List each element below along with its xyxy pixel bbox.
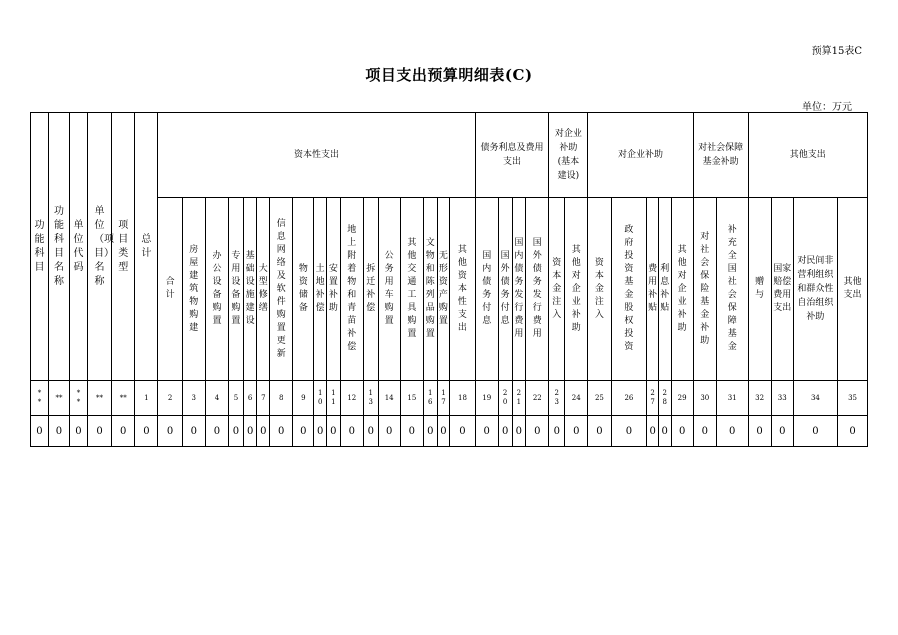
value-cell: 0 <box>31 416 49 447</box>
header-row-groups <box>31 113 868 198</box>
value-cell: 0 <box>838 416 868 447</box>
header-cell: 项目类型 <box>112 113 135 381</box>
code-cell: 15 <box>400 381 423 416</box>
header-cell: 国家赔偿费用支出 <box>771 198 793 381</box>
value-cell: 0 <box>611 416 647 447</box>
budget-table <box>30 112 868 447</box>
header-cell: 大型修缮 <box>257 198 270 381</box>
header-cell: 资本金注入 <box>588 198 611 381</box>
value-cell: 0 <box>498 416 512 447</box>
header-cell: 基础设施建设 <box>243 198 257 381</box>
header-cell: 单位（项目）名称 <box>87 113 111 381</box>
code-cell: 1 <box>135 381 158 416</box>
value-cell: 0 <box>526 416 549 447</box>
value-cell: 0 <box>716 416 748 447</box>
value-cell: 0 <box>182 416 205 447</box>
code-cell: 35 <box>838 381 868 416</box>
form-code: 预算15表C <box>811 46 862 57</box>
code-cell: 8 <box>270 381 293 416</box>
header-cell: 办公设备购置 <box>205 198 228 381</box>
code-cell: 33 <box>771 381 793 416</box>
code-cell: 34 <box>793 381 837 416</box>
code-cell: 27 <box>647 381 659 416</box>
code-cell: 5 <box>229 381 244 416</box>
value-cell: 0 <box>647 416 659 447</box>
value-cell: 0 <box>475 416 498 447</box>
header-cell: 其他交通工具购置 <box>400 198 423 381</box>
header-cell: 功能科目 <box>31 113 49 381</box>
group-other: 其他支出 <box>748 113 867 198</box>
value-cell: 0 <box>512 416 526 447</box>
header-cell: 信息网络及软件购置更新 <box>270 198 293 381</box>
value-cell: 0 <box>378 416 400 447</box>
header-cell: 对民间非营利组织和群众性自治组织补助 <box>793 198 837 381</box>
header-cell: 公务用车购置 <box>378 198 400 381</box>
value-cell: 0 <box>437 416 450 447</box>
value-cell: 0 <box>327 416 341 447</box>
header-cell: 无形资产购置 <box>437 198 450 381</box>
value-cell: 0 <box>588 416 611 447</box>
code-cell: 22 <box>526 381 549 416</box>
code-cell: 14 <box>378 381 400 416</box>
code-cell: 11 <box>327 381 341 416</box>
code-cell: ** <box>87 381 111 416</box>
header-cell: 费用补贴 <box>647 198 659 381</box>
code-cell: 3 <box>182 381 205 416</box>
value-cell: 0 <box>112 416 135 447</box>
header-cell: 资本金注入 <box>549 198 565 381</box>
code-cell: ** <box>69 381 87 416</box>
header-cell: 补充全国社会保障基金 <box>716 198 748 381</box>
header-cell: 功能科目名称 <box>48 113 69 381</box>
value-cell: 0 <box>363 416 378 447</box>
header-cell: 土地补偿 <box>314 198 327 381</box>
code-cell: 23 <box>549 381 565 416</box>
code-cell: 24 <box>565 381 588 416</box>
code-cell: 28 <box>658 381 671 416</box>
header-cell: 其他对企业补助 <box>565 198 588 381</box>
header-cell: 国外债务付息 <box>498 198 512 381</box>
value-cell: 0 <box>135 416 158 447</box>
header-cell: 总计 <box>135 113 158 381</box>
value-cell: 0 <box>658 416 671 447</box>
header-cell: 地上附着物和青苗补偿 <box>340 198 363 381</box>
code-cell: 19 <box>475 381 498 416</box>
value-cell: 0 <box>205 416 228 447</box>
value-cell: 0 <box>771 416 793 447</box>
header-cell: 拆迁补偿 <box>363 198 378 381</box>
group-subsidy-infra: 对企业补助(基本建设) <box>549 113 588 198</box>
value-cell: 0 <box>87 416 111 447</box>
group-subsidy: 对企业补助 <box>588 113 693 198</box>
header-cell: 文物和陈列品购置 <box>423 198 437 381</box>
code-cell: 32 <box>748 381 771 416</box>
value-cell: 0 <box>229 416 244 447</box>
code-cell: 17 <box>437 381 450 416</box>
code-cell: 26 <box>611 381 647 416</box>
group-debt: 债务利息及费用支出 <box>475 113 549 198</box>
header-cell: 对社会保险基金补助 <box>693 198 716 381</box>
code-cell: ** <box>48 381 69 416</box>
value-cell: 0 <box>423 416 437 447</box>
header-cell: 其他对企业补助 <box>671 198 693 381</box>
code-cell: ** <box>31 381 49 416</box>
code-cell: 20 <box>498 381 512 416</box>
code-cell: 7 <box>257 381 270 416</box>
code-cell: 12 <box>340 381 363 416</box>
value-cell: 0 <box>693 416 716 447</box>
code-cell: 16 <box>423 381 437 416</box>
value-cell: 0 <box>270 416 293 447</box>
unit-label: 单位：万元 <box>802 102 852 113</box>
code-cell: 13 <box>363 381 378 416</box>
code-cell: 6 <box>243 381 257 416</box>
code-cell: 10 <box>314 381 327 416</box>
value-cell: 0 <box>293 416 314 447</box>
value-cell: 0 <box>48 416 69 447</box>
header-cell: 国内债务付息 <box>475 198 498 381</box>
code-cell: 31 <box>716 381 748 416</box>
value-cell: 0 <box>549 416 565 447</box>
code-cell: 2 <box>158 381 182 416</box>
value-cell: 0 <box>257 416 270 447</box>
header-cell: 物资储备 <box>293 198 314 381</box>
table-row <box>31 416 868 447</box>
header-cell: 其他支出 <box>838 198 868 381</box>
header-cell: 合计 <box>158 198 182 381</box>
value-cell: 0 <box>793 416 837 447</box>
code-cell: 21 <box>512 381 526 416</box>
value-cell: 0 <box>671 416 693 447</box>
value-cell: 0 <box>314 416 327 447</box>
header-cell: 国内债务发行费用 <box>512 198 526 381</box>
header-cell: 安置补助 <box>327 198 341 381</box>
code-row <box>31 381 868 416</box>
header-cell: 其他资本性支出 <box>450 198 475 381</box>
value-cell: 0 <box>748 416 771 447</box>
value-cell: 0 <box>565 416 588 447</box>
header-cell: 赠与 <box>748 198 771 381</box>
code-cell: 4 <box>205 381 228 416</box>
value-cell: 0 <box>450 416 475 447</box>
value-cell: 0 <box>158 416 182 447</box>
value-cell: 0 <box>400 416 423 447</box>
code-cell: 18 <box>450 381 475 416</box>
header-cell: 房屋建筑物购建 <box>182 198 205 381</box>
header-cell: 政府投资基金股权投资 <box>611 198 647 381</box>
code-cell: 30 <box>693 381 716 416</box>
group-social: 对社会保障基金补助 <box>693 113 748 198</box>
header-cell: 单位代码 <box>69 113 87 381</box>
header-cell: 国外债务发行费用 <box>526 198 549 381</box>
header-cell: 专用设备购置 <box>229 198 244 381</box>
value-cell: 0 <box>340 416 363 447</box>
header-cell: 利息补贴 <box>658 198 671 381</box>
page-title: 项目支出预算明细表(C) <box>365 66 533 84</box>
code-cell: 25 <box>588 381 611 416</box>
code-cell: 9 <box>293 381 314 416</box>
code-cell: 29 <box>671 381 693 416</box>
group-capital: 资本性支出 <box>158 113 475 198</box>
value-cell: 0 <box>69 416 87 447</box>
code-cell: ** <box>112 381 135 416</box>
value-cell: 0 <box>243 416 257 447</box>
